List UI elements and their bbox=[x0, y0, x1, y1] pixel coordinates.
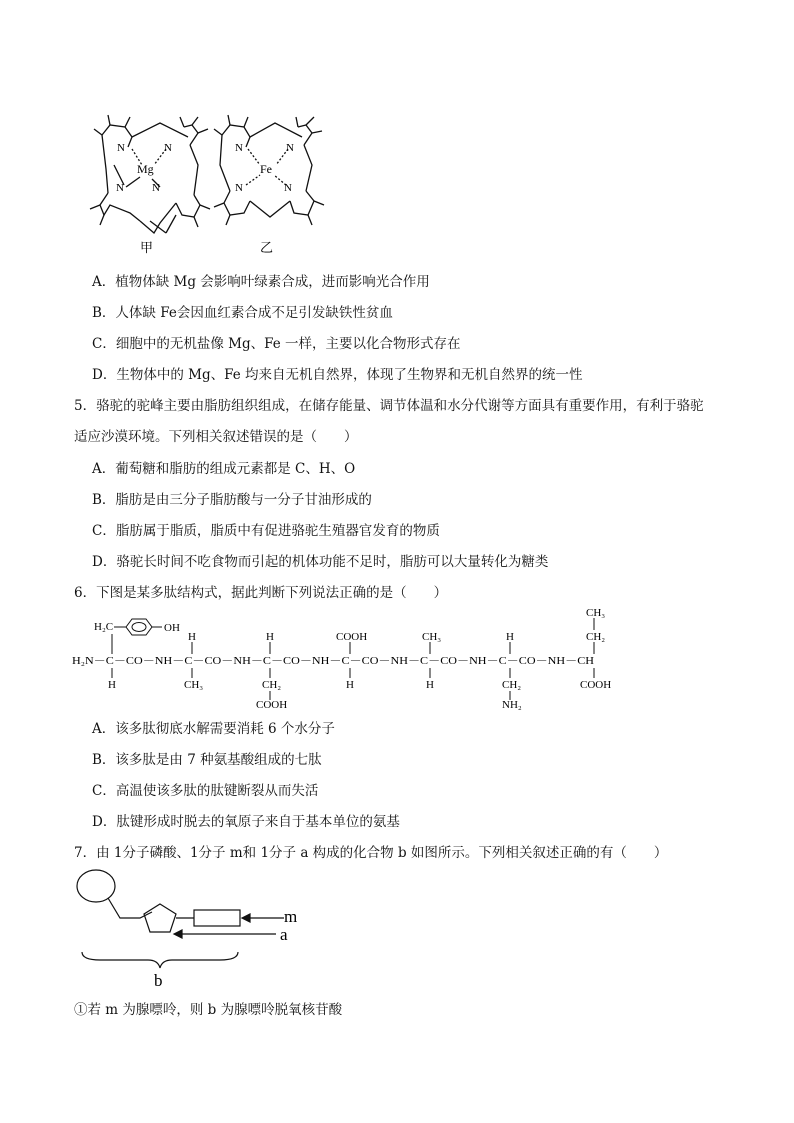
cooh-label: COOH bbox=[580, 679, 612, 691]
ch3-label: CH₃ bbox=[184, 679, 204, 691]
ch3-label: CH₃ bbox=[422, 631, 442, 643]
q6-option-a[interactable]: A．该多肽彻底水解需要消耗 6 个水分子 bbox=[92, 721, 335, 737]
phosphate-circle-icon bbox=[77, 870, 115, 902]
polypeptide-structure bbox=[72, 604, 642, 710]
q4-option-d[interactable]: D．生物体中的 Mg、Fe 均来自无机自然界，体现了生物界和无机自然界的统一性 bbox=[92, 367, 583, 383]
ch2-label: CH₂ bbox=[502, 679, 522, 691]
cooh-label: COOH bbox=[256, 699, 288, 710]
n-label: N bbox=[284, 182, 292, 194]
n-label: N bbox=[286, 142, 294, 154]
n-label: N bbox=[117, 142, 125, 154]
oh-label: OH bbox=[164, 622, 180, 634]
pentose-pentagon-icon bbox=[144, 904, 176, 932]
q7-stem: 7．由 1分子磷酸、1分子 m和 1分子 a 构成的化合物 b 如图所示。下列相关叙述正确的有（ ） bbox=[74, 845, 668, 861]
q4-option-a[interactable]: A．植物体缺 Mg 会影响叶绿素合成，进而影响光合作用 bbox=[92, 274, 430, 290]
bond-line bbox=[108, 898, 152, 918]
q5-option-c[interactable]: C．脂肪属于脂质，脂质中有促进骆驼生殖器官发育的物质 bbox=[92, 523, 440, 539]
q6-option-d[interactable]: D．肽键形成时脱去的氧原子来自于基本单位的氨基 bbox=[92, 814, 400, 830]
q7-statement-1: ①若 m 为腺嘌呤，则 b 为腺嘌呤脱氧核苷酸 bbox=[74, 1002, 343, 1018]
nh2-label: NH₂ bbox=[502, 699, 522, 710]
label-m: m bbox=[284, 907, 298, 926]
h-label: H bbox=[108, 679, 116, 691]
ch3-label: CH₃ bbox=[586, 607, 606, 619]
mg-label: Mg bbox=[137, 162, 154, 176]
q6-option-c[interactable]: C．高温使该多肽的肽键断裂从而失活 bbox=[92, 783, 319, 799]
ch2-label: CH₂ bbox=[262, 679, 282, 691]
ch2-label: CH₂ bbox=[586, 631, 606, 643]
caption-yi: 乙 bbox=[260, 240, 274, 255]
h-label: H bbox=[506, 631, 514, 643]
q5-stem-line2: 适应沙漠环境。下列相关叙述错误的是（ ） bbox=[74, 429, 358, 445]
ch2-label: H₂C bbox=[94, 621, 114, 633]
h-label: H bbox=[188, 631, 196, 643]
nucleotide-diagram bbox=[70, 866, 330, 994]
q4-option-c[interactable]: C．细胞中的无机盐像 Mg、Fe 一样，主要以化合物形式存在 bbox=[92, 336, 461, 352]
benzene-ring-icon bbox=[114, 619, 162, 635]
caption-jia: 甲 bbox=[140, 240, 154, 255]
q4-porphyrin-figure bbox=[80, 105, 340, 265]
n-label: N bbox=[152, 182, 160, 194]
h-label: H bbox=[266, 631, 274, 643]
n-label: N bbox=[235, 142, 243, 154]
n-label: N bbox=[235, 182, 243, 194]
q6-stem: 6．下图是某多肽结构式，据此判断下列说法正确的是（ ） bbox=[74, 585, 448, 601]
label-b: b bbox=[154, 971, 163, 990]
brace-b bbox=[82, 952, 238, 968]
cooh-label: COOH bbox=[336, 631, 368, 643]
n-label: N bbox=[164, 142, 172, 154]
label-a: a bbox=[280, 925, 288, 944]
q6-option-b[interactable]: B．该多肽是由 7 种氨基酸组成的七肽 bbox=[92, 752, 322, 768]
q4-option-b[interactable]: B．人体缺 Fe会因血红素合成不足引发缺铁性贫血 bbox=[92, 305, 393, 321]
q5-stem-line1: 5．骆驼的驼峰主要由脂肪组织组成，在储存能量、调节体温和水分代谢等方面具有重要作用，有利于骆驼 bbox=[74, 398, 704, 414]
q5-option-d[interactable]: D．骆驼长时间不吃食物而引起的机体功能不足时，脂肪可以大量转化为糖类 bbox=[92, 554, 549, 570]
h-label: H bbox=[346, 679, 354, 691]
base-rectangle-icon bbox=[194, 910, 240, 926]
q5-option-b[interactable]: B．脂肪是由三分子脂肪酸与一分子甘油形成的 bbox=[92, 492, 372, 508]
fe-label: Fe bbox=[260, 162, 272, 176]
peptide-main-chain: H₂N－C－CO－NH－C－CO－NH－C－CO－NH－C－CO－NH－C－CO－NH－C－CO－NH－CH bbox=[72, 655, 595, 667]
n-label: N bbox=[116, 182, 124, 194]
q5-option-a[interactable]: A．葡萄糖和脂肪的组成元素都是 C、H、O bbox=[92, 461, 356, 477]
h-label: H bbox=[426, 679, 434, 691]
